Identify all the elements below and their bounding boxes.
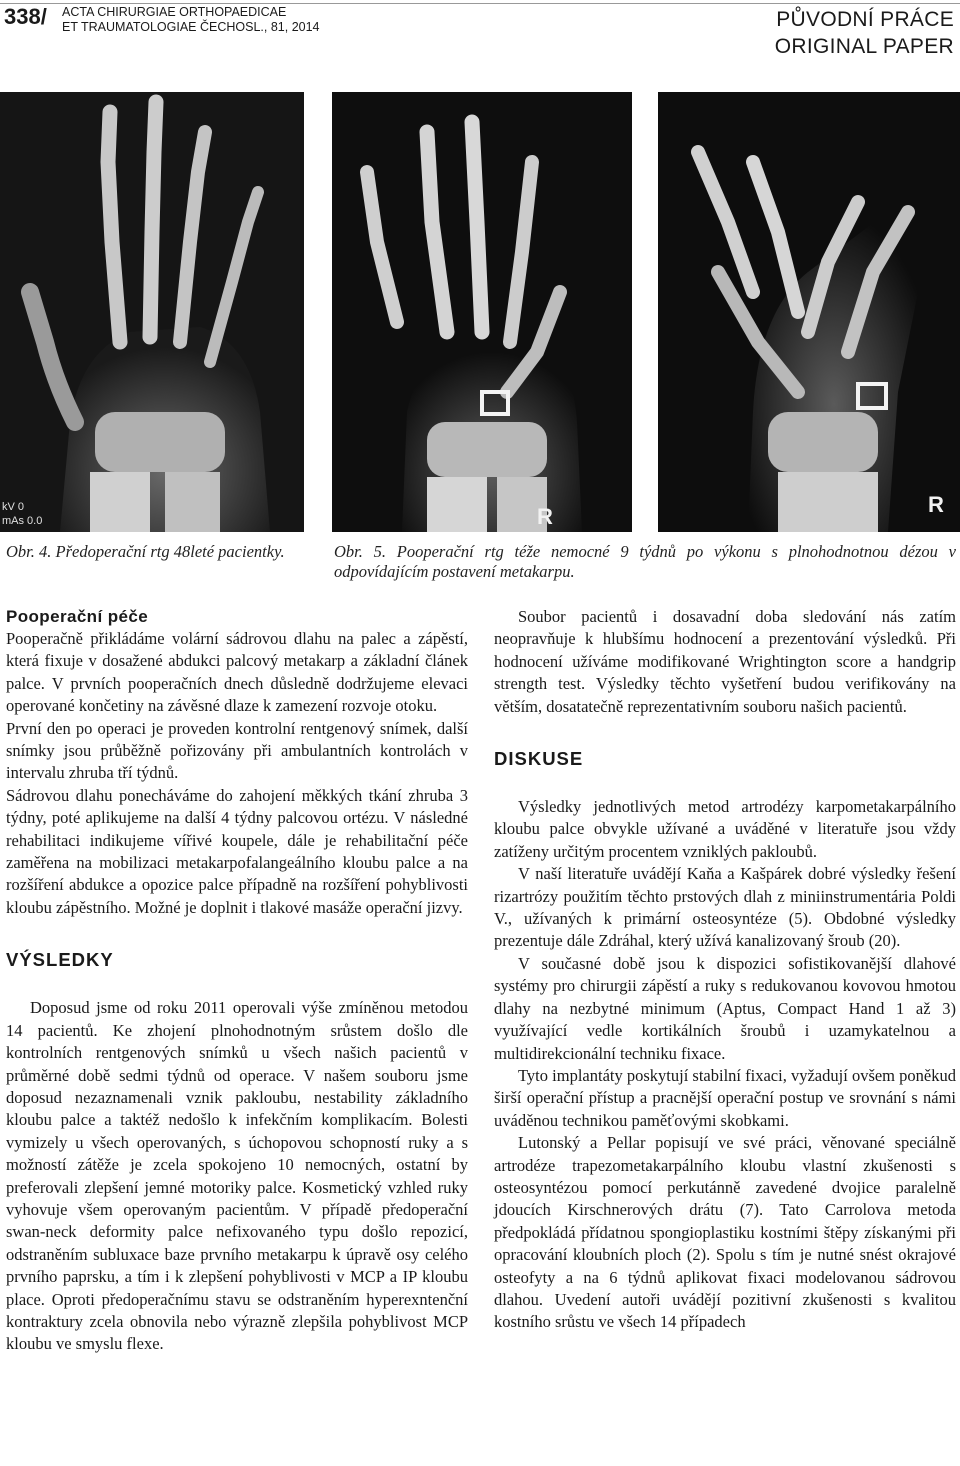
- section-label: [775, 6, 954, 60]
- spacer: [6, 919, 468, 949]
- paragraph: Pooperačně přikládáme volární sádrovou dlahu na palec a zápěstí, která fixuje v dosažené abdukci palcový metakarp a základní článek palce. V prvních pooperačních dnech důsledně dodržujeme elevaci operované končetiny na závěsné dlaze k zamezení rozvoje otoku.: [6, 629, 468, 716]
- right-column: [494, 606, 956, 1334]
- xray-preoperative-figure: [0, 92, 304, 532]
- paragraph: Soubor pacientů i dosavadní doba sledování nás zatím neopravňuje k hlubšímu hodnocení a prezentování výsledků. Při hodnocení užíváme modifikované Wrightington score a handgrip strength test. Výsledky těchto vyšetření budou verifikovány na větším, dosatatečně reprezentativním souboru našich pacientů.: [494, 607, 956, 716]
- page-number: 338/: [4, 4, 47, 29]
- paragraph: První den po operaci je proveden kontrolní rentgenový snímek, další snímky jsou průběžně pořizovány při ambulantních kontrolách v intervalu zhruba tří týdnů.: [6, 718, 468, 783]
- section-heading-results: VÝSLEDKY: [6, 949, 114, 971]
- xray-postoperative-image: [332, 92, 632, 532]
- figure-caption-4: Obr. 4. Předoperační rtg 48leté pacientky.: [6, 542, 285, 561]
- left-column: [6, 606, 468, 1356]
- header-rule: [0, 3, 960, 4]
- paragraph: Výsledky jednotlivých metod artrodézy karpometakarpálního kloubu palce obvykle užívané a uváděné v literatuře jsou vždy zatíženy určitým procentem vzniklých pakloubů.: [494, 797, 956, 861]
- journal-title-line1: ACTA CHIRURGIAE ORTHOPAEDICAE: [62, 5, 287, 19]
- paragraph: Doposud jsme od roku 2011 operovali výše zmíněnou metodou 14 pacientů. Ke zhojení plnohodnotným srůstem došlo dle kontrolních rentgenových snímků u všech našich pacientů v průměrné době sedmi týdnů od operace. V našem souboru jsme doposud nezaznamenali vznik pakloubu, nestability základního kloubu palce a taktéž nedošlo k infekčním komplikacím. Bolesti vymizely u všech operovaných, s úchopovou schopností ruky a s možností zátěže je zcela spokojeno 10 nemocných, ostatní by preferovali zlepšení jemné motoriky palce. Kosmetický vzhled ruky vyhovuje všem operovaným pacientům. V případě předoperační swan-neck deformity palce nefixovaného typu došlo repozicí, odstraněním subluxace baze prvního metakarpu k úpravě osy celého prvního paprsku, a tím i k zlepšení pohyblivosti v MCP a IP kloubu place. Oproti předoperačnímu stavu se odstraněním hyperexntenční kontraktury zcela obnovila nebo výrazně zlepšila pohyblivost MCP kloubu ve smyslu flexe.: [6, 998, 468, 1354]
- section-label-english: ORIGINAL PAPER: [774, 35, 954, 58]
- paragraph: Lutonský a Pellar popisují ve své práci, věnované speciálně artrodéze trapezometakarpálního kloubu vlastní zkušenosti s osteosyntézou pomocí perkutánně zavedené dvojice paralelně jdoucích Kirschnerových drátu (7). Tato Carrolova metoda předpokládá přídatnou spongioplastiku kostními štěpy získanými při opracování kloubních ploch (2). Spolu s tím je nutné snést okrajové osteofyty a na 6 týdnů aplikovat fixaci modelovanou sádrovou dlahou. Uvedení autoři uvádějí pozitivní zkušenosti s kvalitou kostního srůstu ve všech 14 případech: [494, 1133, 956, 1332]
- section-heading-postoperative-care: Pooperační péče: [6, 607, 149, 626]
- xray-preoperative-image: [0, 92, 304, 532]
- journal-title: [62, 5, 320, 35]
- section-heading-discussion: DISKUSE: [494, 748, 584, 770]
- spacer: [6, 971, 468, 997]
- xray-overlay-kv: kV 0: [2, 501, 25, 513]
- paragraph: Tyto implantáty poskytují stabilní fixaci, vyžadují ovšem poněkud širší operační přístup a pracnější operační postup ve srovnání s námi uváděnou technikou paměťovými skobkami.: [494, 1065, 956, 1130]
- xray-side-marker: R: [537, 504, 553, 529]
- figure-caption-5: Obr. 5. Pooperační rtg téže nemocné 9 týdnů po výkonu s plnohodnotnou dézou v odpovídajícím postavení metakarpu.: [334, 542, 956, 581]
- paragraph: V současné době jsou k dispozici sofistikovanější dlahové systémy pro chirurgii zápěstí a ruky s redukovanou kovovou hmotou dlahy na nezbytné minimum (Aptus, Compact Hand 1 až 3) využívající vedle kortikálních šroubů i uzamykatelnou a multidirekcionální techniku fixace.: [494, 953, 956, 1063]
- paragraph: Sádrovou dlahu ponecháváme do zahojení měkkých tkání zhruba 3 týdny, poté aplikujeme na další 4 týdny palcovou ortézu. V následné rehabilitaci indikujeme vířivé koupele, dále je rehabilitační péče zaměřena na mobilizaci metakarpofalangeálního kloubu palce a na rozšíření abdukce a opozice palce případně na rozšíření pohyblivosti kloubu zápěstního. Možné je doplnit i tlakové masáže operační jizvy.: [6, 785, 468, 917]
- spacer: [494, 718, 956, 748]
- xray-postoperative-lateral-image: [658, 92, 960, 532]
- xray-side-marker: R: [928, 492, 944, 517]
- section-label-czech: PŮVODNÍ PRÁCE: [776, 8, 954, 31]
- xray-postoperative-lateral-figure: [658, 92, 960, 532]
- xray-postoperative-figure: [332, 92, 632, 532]
- journal-title-line2: ET TRAUMATOLOGIAE ČECHOSL., 81, 2014: [62, 20, 320, 34]
- xray-overlay-mas: mAs 0.0: [2, 515, 43, 527]
- paragraph: V naší literatuře uvádějí Kaňa a Kašpárek dobré výsledky řešení rizartrózy použitím těchto prstových dlah z miniinstrumentária Poldi V., užívaných k primární osteosyntéze (5). Obdobné výsledky prezentuje dále Zdráhal, který užívá kanalizovaný šroub (20).: [494, 864, 956, 951]
- spacer: [494, 770, 956, 796]
